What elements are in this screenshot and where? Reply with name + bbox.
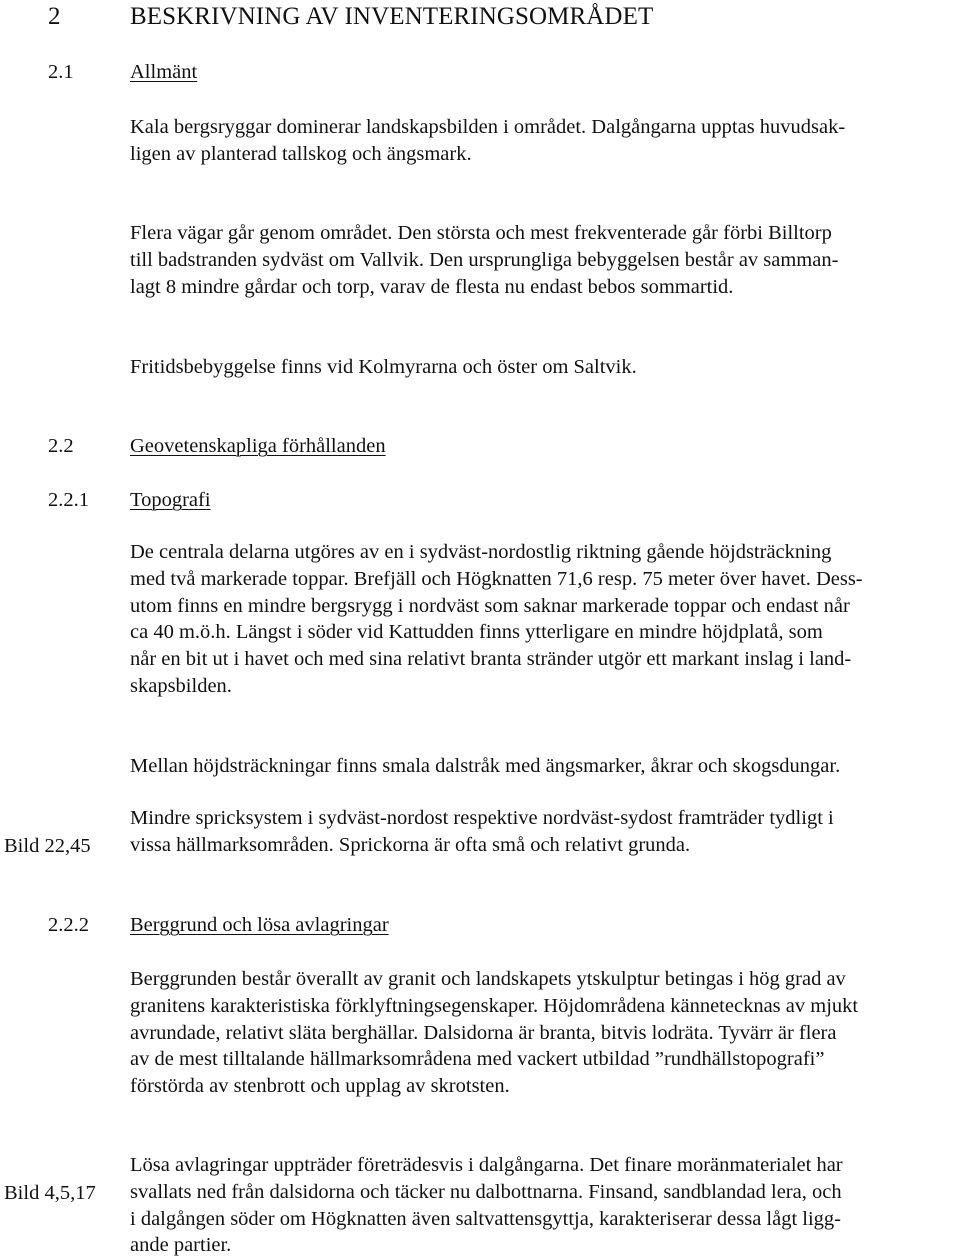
paragraph-2-1-c: Fritidsbebyggelse finns vid Kolmyrarna och öster om Saltvik. — [130, 356, 637, 378]
paragraph-2-1-b: Flera vägar går genom området. Den största och mest frekventerade går förbi Billtorp till badstranden sydväst om Vallvik. Den ursprungliga bebyggelsen består av samman- lagt 8 mindre gårdar och torp, varav de flesta nu endast bebos sommartid. — [130, 222, 839, 298]
section-2-2-number: 2.2 — [48, 435, 74, 457]
section-2-1-title: Allmänt — [130, 61, 198, 83]
margin-note-bild-22-45: Bild 22,45 — [4, 835, 91, 857]
section-2-2-2-number: 2.2.2 — [48, 914, 89, 936]
section-2-1-number: 2.1 — [48, 61, 74, 83]
section-2-2-2-title: Berggrund och lösa avlagringar — [130, 914, 389, 936]
paragraph-berggrund-b: Lösa avlagringar uppträder företrädesvis i dalgångarna. Det finare moränmaterialet har svallats ned från dalsidorna och täcker nu dalbottnarna. Finsand, sandblandad lera, och i dalgången söder om Högknatten även saltvattensgyttja, karakteriserar dessa lågt ligg- ande partier. — [130, 1154, 843, 1257]
paragraph-berggrund-a: Berggrunden består överallt av granit och landskapets ytskulptur betingas i hög grad av granitens karakteristiska förklyftningsegenskaper. Höjdområdena kännetecknas av mjukt avrundade, relativt släta berghällar. Dalsidorna är branta, bitvis lodräta. Tyvärr är flera av de mest tilltalande hällmarksområdena med vackert utbildad ”rundhällstopografi” förstörda av stenbrott och upplag av skrotsten. — [130, 968, 859, 1098]
paragraph-2-1-a: Kala bergsryggar dominerar landskapsbilden i området. Dalgångarna upptas huvudsak- ligen av planterad tallskog och ängsmark. — [130, 116, 846, 165]
section-2-2-title: Geovetenskapliga förhållanden — [130, 435, 386, 457]
chapter-title: BESKRIVNING AV INVENTERINGSOMRÅDET — [130, 3, 654, 30]
margin-note-bild-4-5-17: Bild 4,5,17 — [4, 1182, 96, 1204]
paragraph-topografi-a: De centrala delarna utgöres av en i sydväst-nordostlig riktning gående höjdsträckning med två markerade toppar. Brefjäll och Högknatten 71,6 resp. 75 meter över havet. Dess- utom finns en mindre bergsrygg i nordväst som saknar markerade toppar och endast når ca 40 m.ö.h. Längst i söder vid Kattudden finns ytterligare en mindre höjdplatå, som når en bit ut i havet och med sina relativt branta stränder utgör ett markant inslag i land- skapsbilden. — [130, 541, 863, 697]
paragraph-topografi-c: Mindre spricksystem i sydväst-nordost respektive nordväst-sydost framträder tydligt i vissa hällmarksområden. Sprickorna är ofta små och relativt grunda. — [130, 807, 834, 856]
section-2-2-1-number: 2.2.1 — [48, 489, 89, 511]
chapter-number: 2 — [48, 3, 61, 30]
paragraph-topografi-b: Mellan höjdsträckningar finns smala dalstråk med ängsmarker, åkrar och skogsdungar. — [130, 755, 841, 777]
section-2-2-1-title: Topografi — [130, 489, 211, 511]
